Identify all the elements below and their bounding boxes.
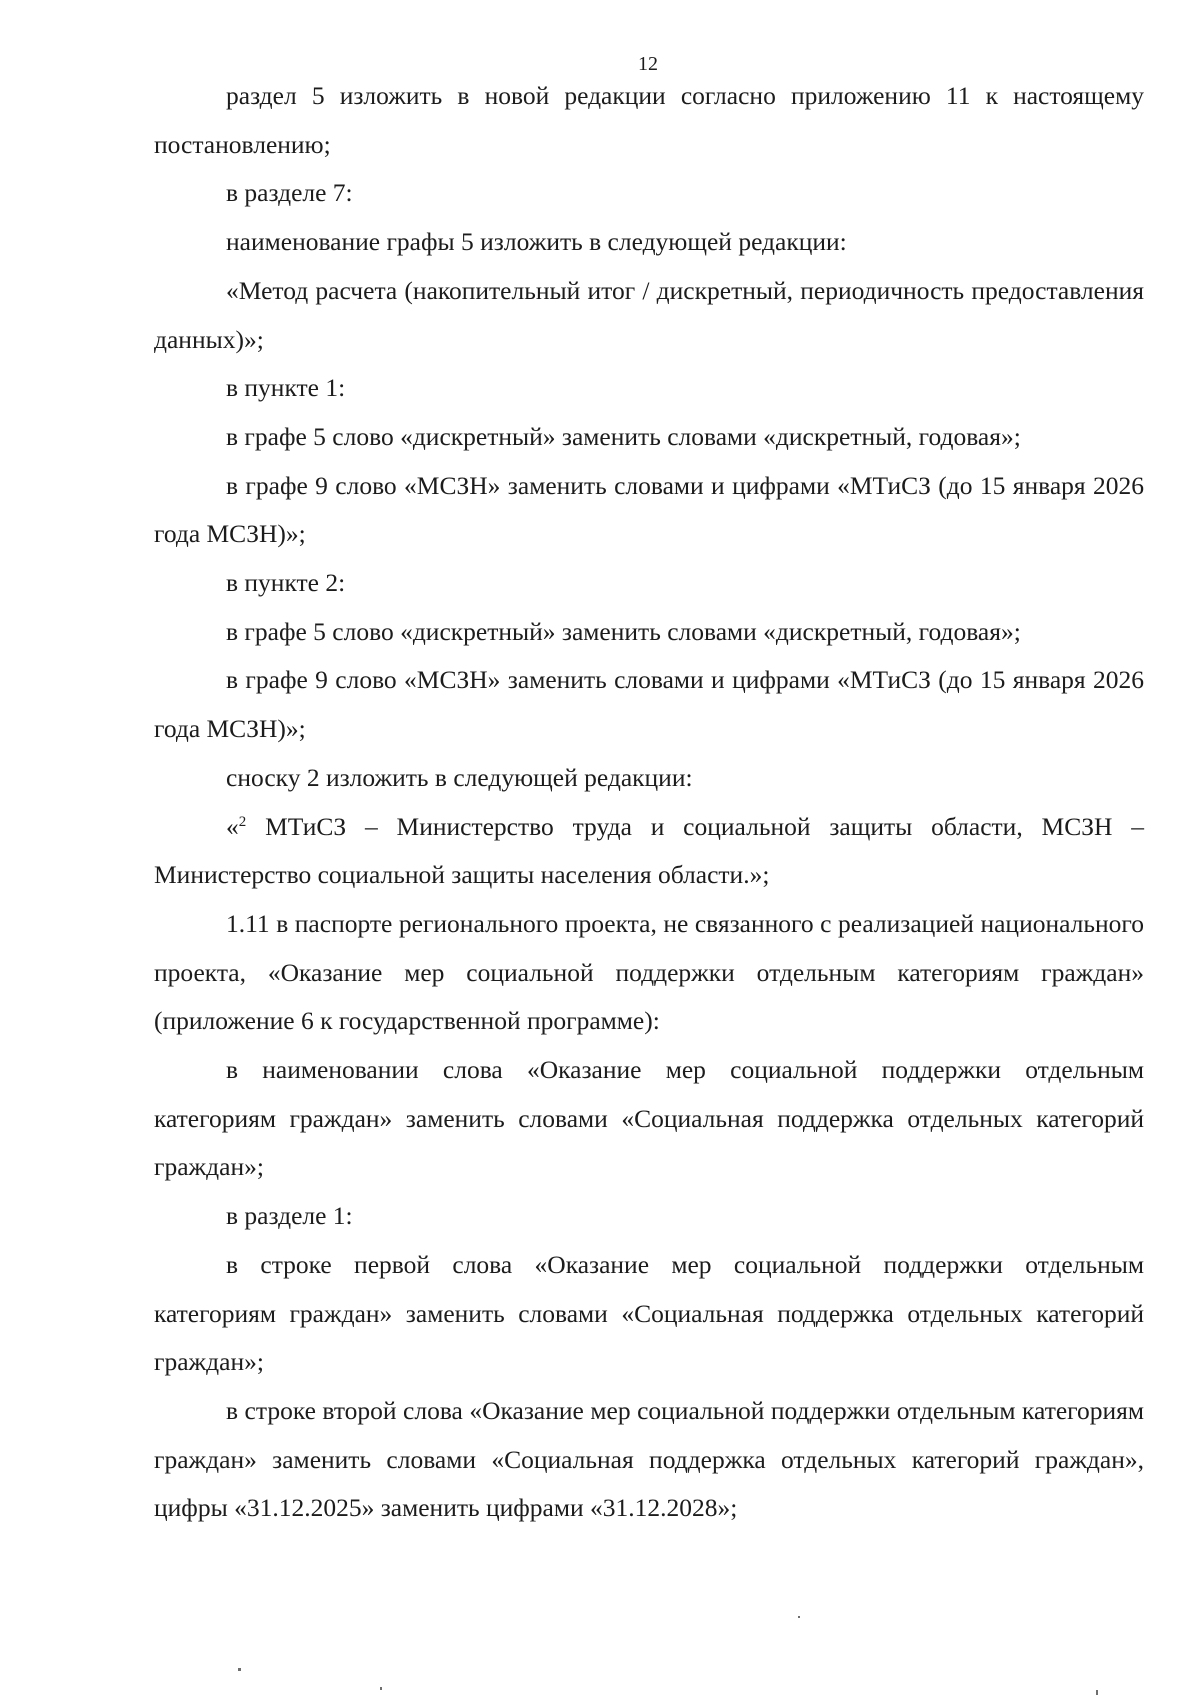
footnote-body: МТиСЗ – Министерство труда и социальной защиты области, МСЗН – Министерство социальной защиты населения области.»; bbox=[154, 811, 1144, 890]
paragraph-item-1-column-9: в графе 9 слово «МСЗН» заменить словами и цифрами «МТиСЗ (до 15 января 2026 года МСЗН)»; bbox=[154, 470, 1144, 549]
paragraph-item-2-heading: в пункте 2: bbox=[226, 568, 346, 598]
document-body bbox=[154, 72, 1144, 1533]
paragraph-item-1-heading: в пункте 1: bbox=[226, 373, 346, 403]
paragraph-section-5: раздел 5 изложить в новой редакции согласно приложению 11 к настоящему постановлению; bbox=[154, 81, 1144, 159]
paragraph-calculation-method: «Метод расчета (накопительный итог / дискретный, периодичность предоставления данных)»; bbox=[154, 275, 1144, 354]
scan-artifact-dot bbox=[798, 1616, 800, 1618]
paragraph-item-2-column-9: в графе 9 слово «МСЗН» заменить словами и цифрами «МТиСЗ (до 15 января 2026 года МСЗН)»; bbox=[154, 665, 1144, 744]
paragraph-second-row-replacement: в строке второй слова «Оказание мер социальной поддержки отдельным категориям граждан» заменить словами «Социальная поддержка отдельных категорий граждан», цифры «31.12.2025» заменить цифрами «31.12.2028»; bbox=[154, 1395, 1144, 1523]
paragraph-item-2-column-5: в графе 5 слово «дискретный» заменить словами «дискретный, годовая»; bbox=[226, 616, 1021, 646]
paragraph-name-replacement: в наименовании слова «Оказание мер социальной поддержки отдельным категориям граждан» заменить словами «Социальная поддержка отдельных категорий граждан»; bbox=[154, 1055, 1144, 1182]
scan-artifact-dot bbox=[238, 1668, 241, 1671]
scan-artifact-dot bbox=[380, 1687, 382, 1690]
footnote-marker: 2 bbox=[238, 813, 247, 830]
paragraph-section-7-heading: в разделе 7: bbox=[226, 178, 353, 208]
paragraph-first-row-replacement: в строке первой слова «Оказание мер социальной поддержки отдельным категориям граждан» заменить словами «Социальная поддержка отдельных категорий граждан»; bbox=[154, 1249, 1144, 1377]
footnote-open-quote: « bbox=[226, 811, 239, 841]
paragraph-1-11-passport: 1.11 в паспорте регионального проекта, не связанного с реализацией национального проекта, «Оказание мер социальной поддержки отдельным категориям граждан» (приложение 6 к государственной программе): bbox=[154, 908, 1144, 1036]
paragraph-column-5-name: наименование графы 5 изложить в следующей редакции: bbox=[226, 227, 847, 257]
page-number: 12 bbox=[638, 53, 658, 75]
paragraph-item-1-column-5: в графе 5 слово «дискретный» заменить словами «дискретный, годовая»; bbox=[226, 421, 1021, 451]
paragraph-footnote-2-text bbox=[154, 803, 1144, 900]
paragraph-footnote-2-heading: сноску 2 изложить в следующей редакции: bbox=[226, 762, 693, 792]
paragraph-section-1-heading: в разделе 1: bbox=[226, 1201, 353, 1231]
scan-artifact-dot bbox=[1096, 1690, 1098, 1695]
